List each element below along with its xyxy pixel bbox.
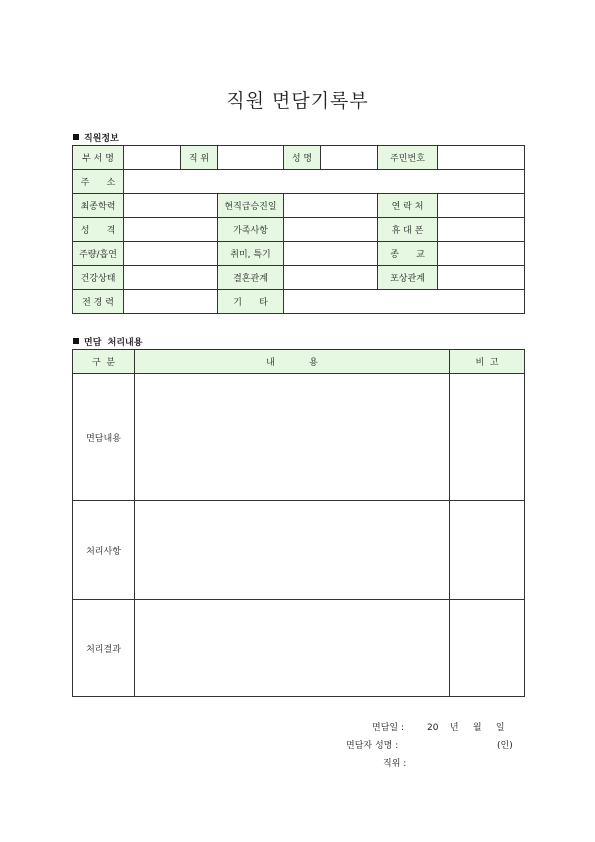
table-row	[73, 242, 525, 266]
label-department: 부 서 명	[73, 146, 124, 170]
value-health[interactable]	[124, 266, 218, 290]
label-name: 성 명	[284, 146, 321, 170]
value-department[interactable]	[124, 146, 181, 170]
document-title: 직원 면담기록부	[226, 90, 369, 112]
label-religion: 종 교	[378, 242, 438, 266]
square-bullet-icon	[73, 134, 79, 140]
label-career: 전 경 력	[73, 290, 124, 314]
table-row	[73, 290, 525, 314]
label-position: 직 위	[181, 146, 218, 170]
value-promotion-date[interactable]	[284, 194, 378, 218]
value-drinking-smoking[interactable]	[124, 242, 218, 266]
section-heading-info: 직원정보	[73, 131, 119, 144]
value-name[interactable]	[321, 146, 378, 170]
footer-signer-label: 면담자 성명 :	[346, 741, 399, 751]
table-row	[73, 266, 525, 290]
label-mobile: 휴 대 폰	[378, 218, 438, 242]
remarks-result[interactable]	[450, 600, 525, 697]
label-contact: 연 락 처	[378, 194, 438, 218]
footer-date-value[interactable]: 20 년 월 일	[427, 723, 505, 733]
table-header-row	[73, 350, 525, 374]
value-education[interactable]	[124, 194, 218, 218]
label-resident-number: 주민번호	[378, 146, 438, 170]
footer-date-label: 면담일 :	[372, 723, 404, 733]
table-row	[73, 600, 525, 697]
table-row	[73, 146, 525, 170]
content-result[interactable]	[135, 600, 450, 697]
table-row	[73, 374, 525, 501]
value-resident-number[interactable]	[438, 146, 525, 170]
remarks-action[interactable]	[450, 501, 525, 600]
table-row	[73, 218, 525, 242]
label-hobby: 취미, 특기	[218, 242, 284, 266]
interview-table	[72, 349, 525, 697]
value-family[interactable]	[284, 218, 378, 242]
square-bullet-icon	[73, 338, 79, 344]
table-row	[73, 501, 525, 600]
value-position[interactable]	[218, 146, 284, 170]
value-contact[interactable]	[438, 194, 525, 218]
label-education: 최종학력	[73, 194, 124, 218]
value-mobile[interactable]	[438, 218, 525, 242]
header-content: 내 용	[135, 350, 450, 374]
row-label-action: 처리사항	[73, 501, 135, 600]
section-heading-memo: 면담 처리내용	[73, 335, 142, 348]
value-hobby[interactable]	[284, 242, 378, 266]
label-address: 주 소	[73, 170, 124, 194]
value-religion[interactable]	[438, 242, 525, 266]
header-category: 구 분	[73, 350, 135, 374]
row-label-result: 처리결과	[73, 600, 135, 697]
header-remarks: 비 고	[450, 350, 525, 374]
value-marital[interactable]	[284, 266, 378, 290]
label-promotion-date: 현직급승진일	[218, 194, 284, 218]
row-label-interview: 면담내용	[73, 374, 135, 501]
employee-info-table	[72, 145, 525, 314]
footer-seal: (인)	[497, 741, 513, 751]
label-drinking-smoking: 주량/흡연	[73, 242, 124, 266]
value-etc[interactable]	[284, 290, 525, 314]
label-awards: 포상관계	[378, 266, 438, 290]
value-address[interactable]	[124, 170, 525, 194]
table-row	[73, 194, 525, 218]
label-personality: 성 격	[73, 218, 124, 242]
remarks-interview[interactable]	[450, 374, 525, 501]
value-awards[interactable]	[438, 266, 525, 290]
label-marital: 결혼관계	[218, 266, 284, 290]
label-health: 건강상태	[73, 266, 124, 290]
table-row	[73, 170, 525, 194]
label-etc: 기 타	[218, 290, 284, 314]
label-family: 가족사항	[218, 218, 284, 242]
value-personality[interactable]	[124, 218, 218, 242]
content-interview[interactable]	[135, 374, 450, 501]
value-career[interactable]	[124, 290, 218, 314]
content-action[interactable]	[135, 501, 450, 600]
footer-position-label: 직위 :	[383, 759, 407, 769]
